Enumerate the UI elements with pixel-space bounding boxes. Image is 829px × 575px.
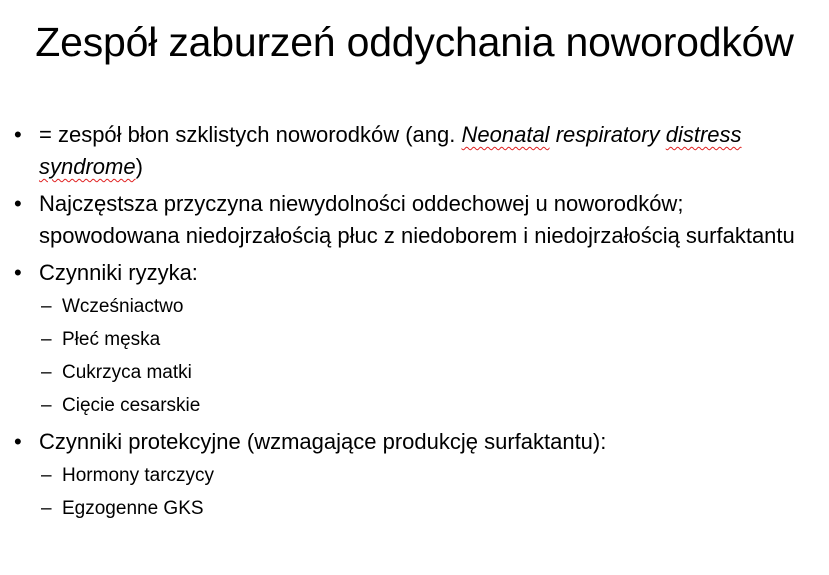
list-item-label: Cukrzyca matki [62,362,192,383]
list-item-label: Cięcie cesarskie [62,395,201,416]
bullet-icon: • [14,191,22,216]
definition-suffix: ) [135,154,143,179]
list-item [14,393,819,419]
list-item-label: Wcześniactwo [62,296,184,317]
list-item-label: Płeć męska [62,329,161,350]
protective-factors-heading: Czynniki protekcyjne (wzmagające produkcję surfaktantu): [39,429,607,454]
risk-factors-list [14,294,819,419]
definition-text: = zespół błon szklistych noworodków (ang. [39,122,462,147]
dash-icon: – [41,465,52,486]
bullet-item-cause [14,188,819,252]
bullet-item-definition [14,119,819,183]
term-distress: distress [665,122,742,147]
list-item-label: Hormony tarczycy [62,465,215,486]
bullet-item-protective-factors [14,426,819,458]
term-syndrome: syndrome [39,154,136,179]
list-item [14,327,819,353]
dash-icon: – [41,395,52,416]
list-item [14,463,819,489]
dash-icon: – [41,498,52,519]
bullet-list [14,119,819,529]
slide-title: Zespół zaburzeń oddychania noworodków [35,19,794,65]
risk-factors-heading: Czynniki ryzyka: [39,260,198,285]
dash-icon: – [41,329,52,350]
list-item-label: Egzogenne GKS [62,498,204,519]
term-respiratory: respiratory [549,122,666,147]
dash-icon: – [41,362,52,383]
bullet-item-risk-factors [14,257,819,289]
bullet-icon: • [14,260,22,285]
protective-factors-list [14,463,819,522]
term-neonatal: Neonatal [461,122,550,147]
dash-icon: – [41,296,52,317]
cause-text: Najczęstsza przyczyna niewydolności oddechowej u noworodków; spowodowana niedojrzałością płuc z niedoborem i niedojrzałością surfaktantu [39,191,795,248]
list-item [14,294,819,320]
list-item [14,360,819,386]
bullet-icon: • [14,429,22,454]
list-item [14,496,819,522]
bullet-icon: • [14,122,22,147]
